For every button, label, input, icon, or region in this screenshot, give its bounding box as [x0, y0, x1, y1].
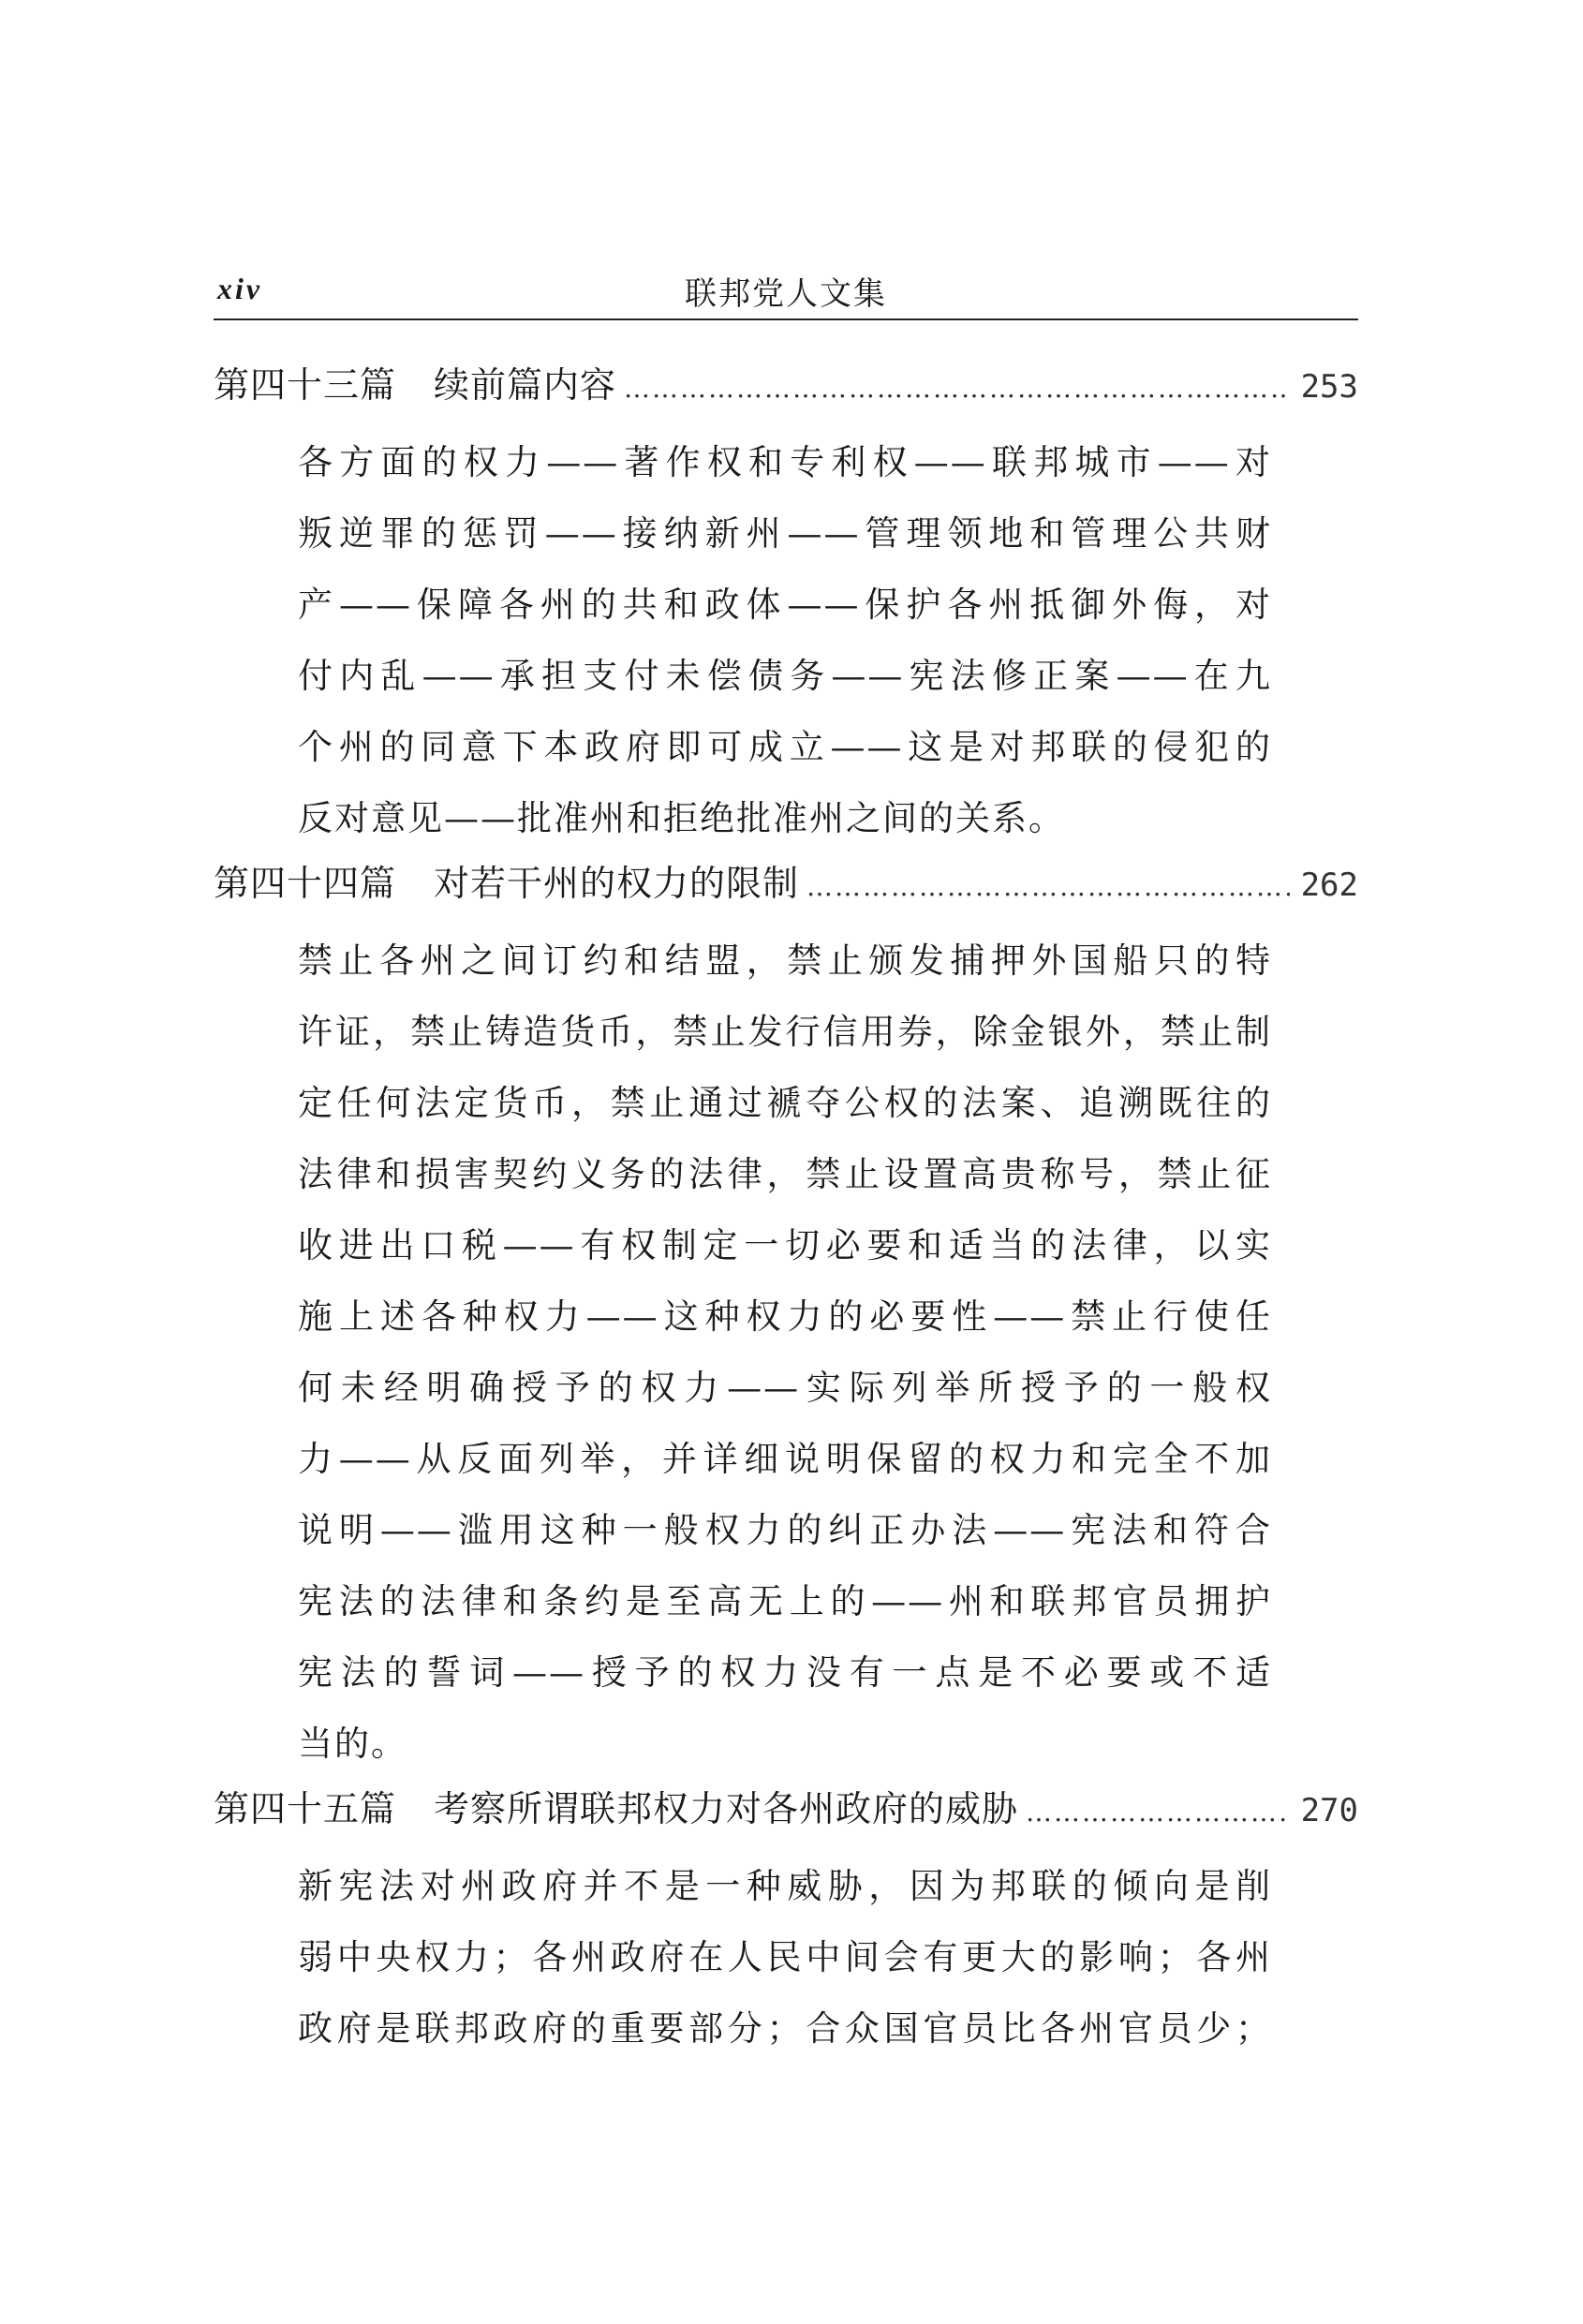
- toc-entry-heading: [214, 356, 1358, 427]
- summary-line: 何未经明确授予的权力——实际列举所授予的一般权: [298, 1368, 1272, 1408]
- dot-leader: [806, 871, 1290, 902]
- summary-line: 付内乱——承担支付未偿债务——宪法修正案——在九: [298, 656, 1272, 696]
- summary-line: 个州的同意下本政府即可成立——这是对邦联的侵犯的: [298, 727, 1272, 767]
- chapter-title: 考察所谓联邦权力对各州政府的威胁: [434, 1788, 1019, 1829]
- toc-entry-43: [214, 356, 1358, 854]
- chapter-title: 续前篇内容: [434, 364, 617, 406]
- chapter-number: 第四十三篇: [214, 364, 397, 406]
- summary-line: 禁止各州之间订约和结盟，禁止颁发捕押外国船只的特: [298, 940, 1272, 981]
- summary-line: 收进出口税——有权制定一切必要和适当的法律，以实: [298, 1225, 1272, 1266]
- summary-line: 叛逆罪的惩罚——接纳新州——管理领地和管理公共财: [298, 513, 1272, 554]
- summary-line: 弱中央权力；各州政府在人民中间会有更大的影响；各州: [298, 1937, 1272, 1977]
- summary-line: 反对意见——批准州和拒绝批准州之间的关系。: [298, 798, 1065, 838]
- chapter-number: 第四十五篇: [214, 1788, 397, 1829]
- running-header: [214, 253, 1358, 320]
- chapter-summary: [298, 1851, 1272, 2065]
- toc-entry-44: [214, 854, 1358, 1780]
- running-title: 联邦党人文集: [685, 275, 887, 313]
- toc-entry-45: [214, 1780, 1358, 2065]
- table-of-contents: [214, 356, 1358, 2065]
- summary-line: 定任何法定货币，禁止通过褫夺公权的法案、追溯既往的: [298, 1083, 1272, 1123]
- summary-line: 法律和损害契约义务的法律，禁止设置高贵称号，禁止征: [298, 1154, 1272, 1194]
- summary-line: 当的。: [298, 1724, 407, 1764]
- summary-line: 产——保障各州的共和政体——保护各州抵御外侮，对: [298, 585, 1272, 625]
- summary-line: 各方面的权力——著作权和专利权——联邦城市——对: [298, 442, 1272, 482]
- dot-leader: [624, 373, 1290, 404]
- toc-entry-heading: [214, 854, 1358, 925]
- summary-line: 许证，禁止铸造货币，禁止发行信用券，除金银外，禁止制: [298, 1012, 1272, 1052]
- summary-line: 新宪法对州政府并不是一种威胁，因为邦联的倾向是削: [298, 1866, 1272, 1906]
- chapter-summary: [298, 925, 1272, 1780]
- summary-line: 宪法的誓词——授予的权力没有一点是不必要或不适: [298, 1652, 1272, 1693]
- summary-line: 力——从反面列举，并详细说明保留的权力和完全不加: [298, 1439, 1272, 1479]
- chapter-number: 第四十四篇: [214, 863, 397, 904]
- page-reference: 262: [1300, 866, 1358, 904]
- chapter-title: 对若干州的权力的限制: [434, 863, 800, 904]
- page-number: xiv: [217, 272, 263, 305]
- page-reference: 253: [1300, 368, 1358, 406]
- chapter-summary: [298, 427, 1272, 854]
- summary-line: 宪法的法律和条约是至高无上的——州和联邦官员拥护: [298, 1581, 1272, 1621]
- summary-line: 说明——滥用这种一般权力的纠正办法——宪法和符合: [298, 1510, 1272, 1550]
- summary-line: 施上述各种权力——这种权力的必要性——禁止行使任: [298, 1296, 1272, 1337]
- summary-line: 政府是联邦政府的重要部分；合众国官员比各州官员少；: [298, 2008, 1272, 2049]
- toc-entry-heading: [214, 1780, 1358, 1851]
- dot-leader: [1026, 1797, 1290, 1828]
- page-reference: 270: [1300, 1792, 1358, 1829]
